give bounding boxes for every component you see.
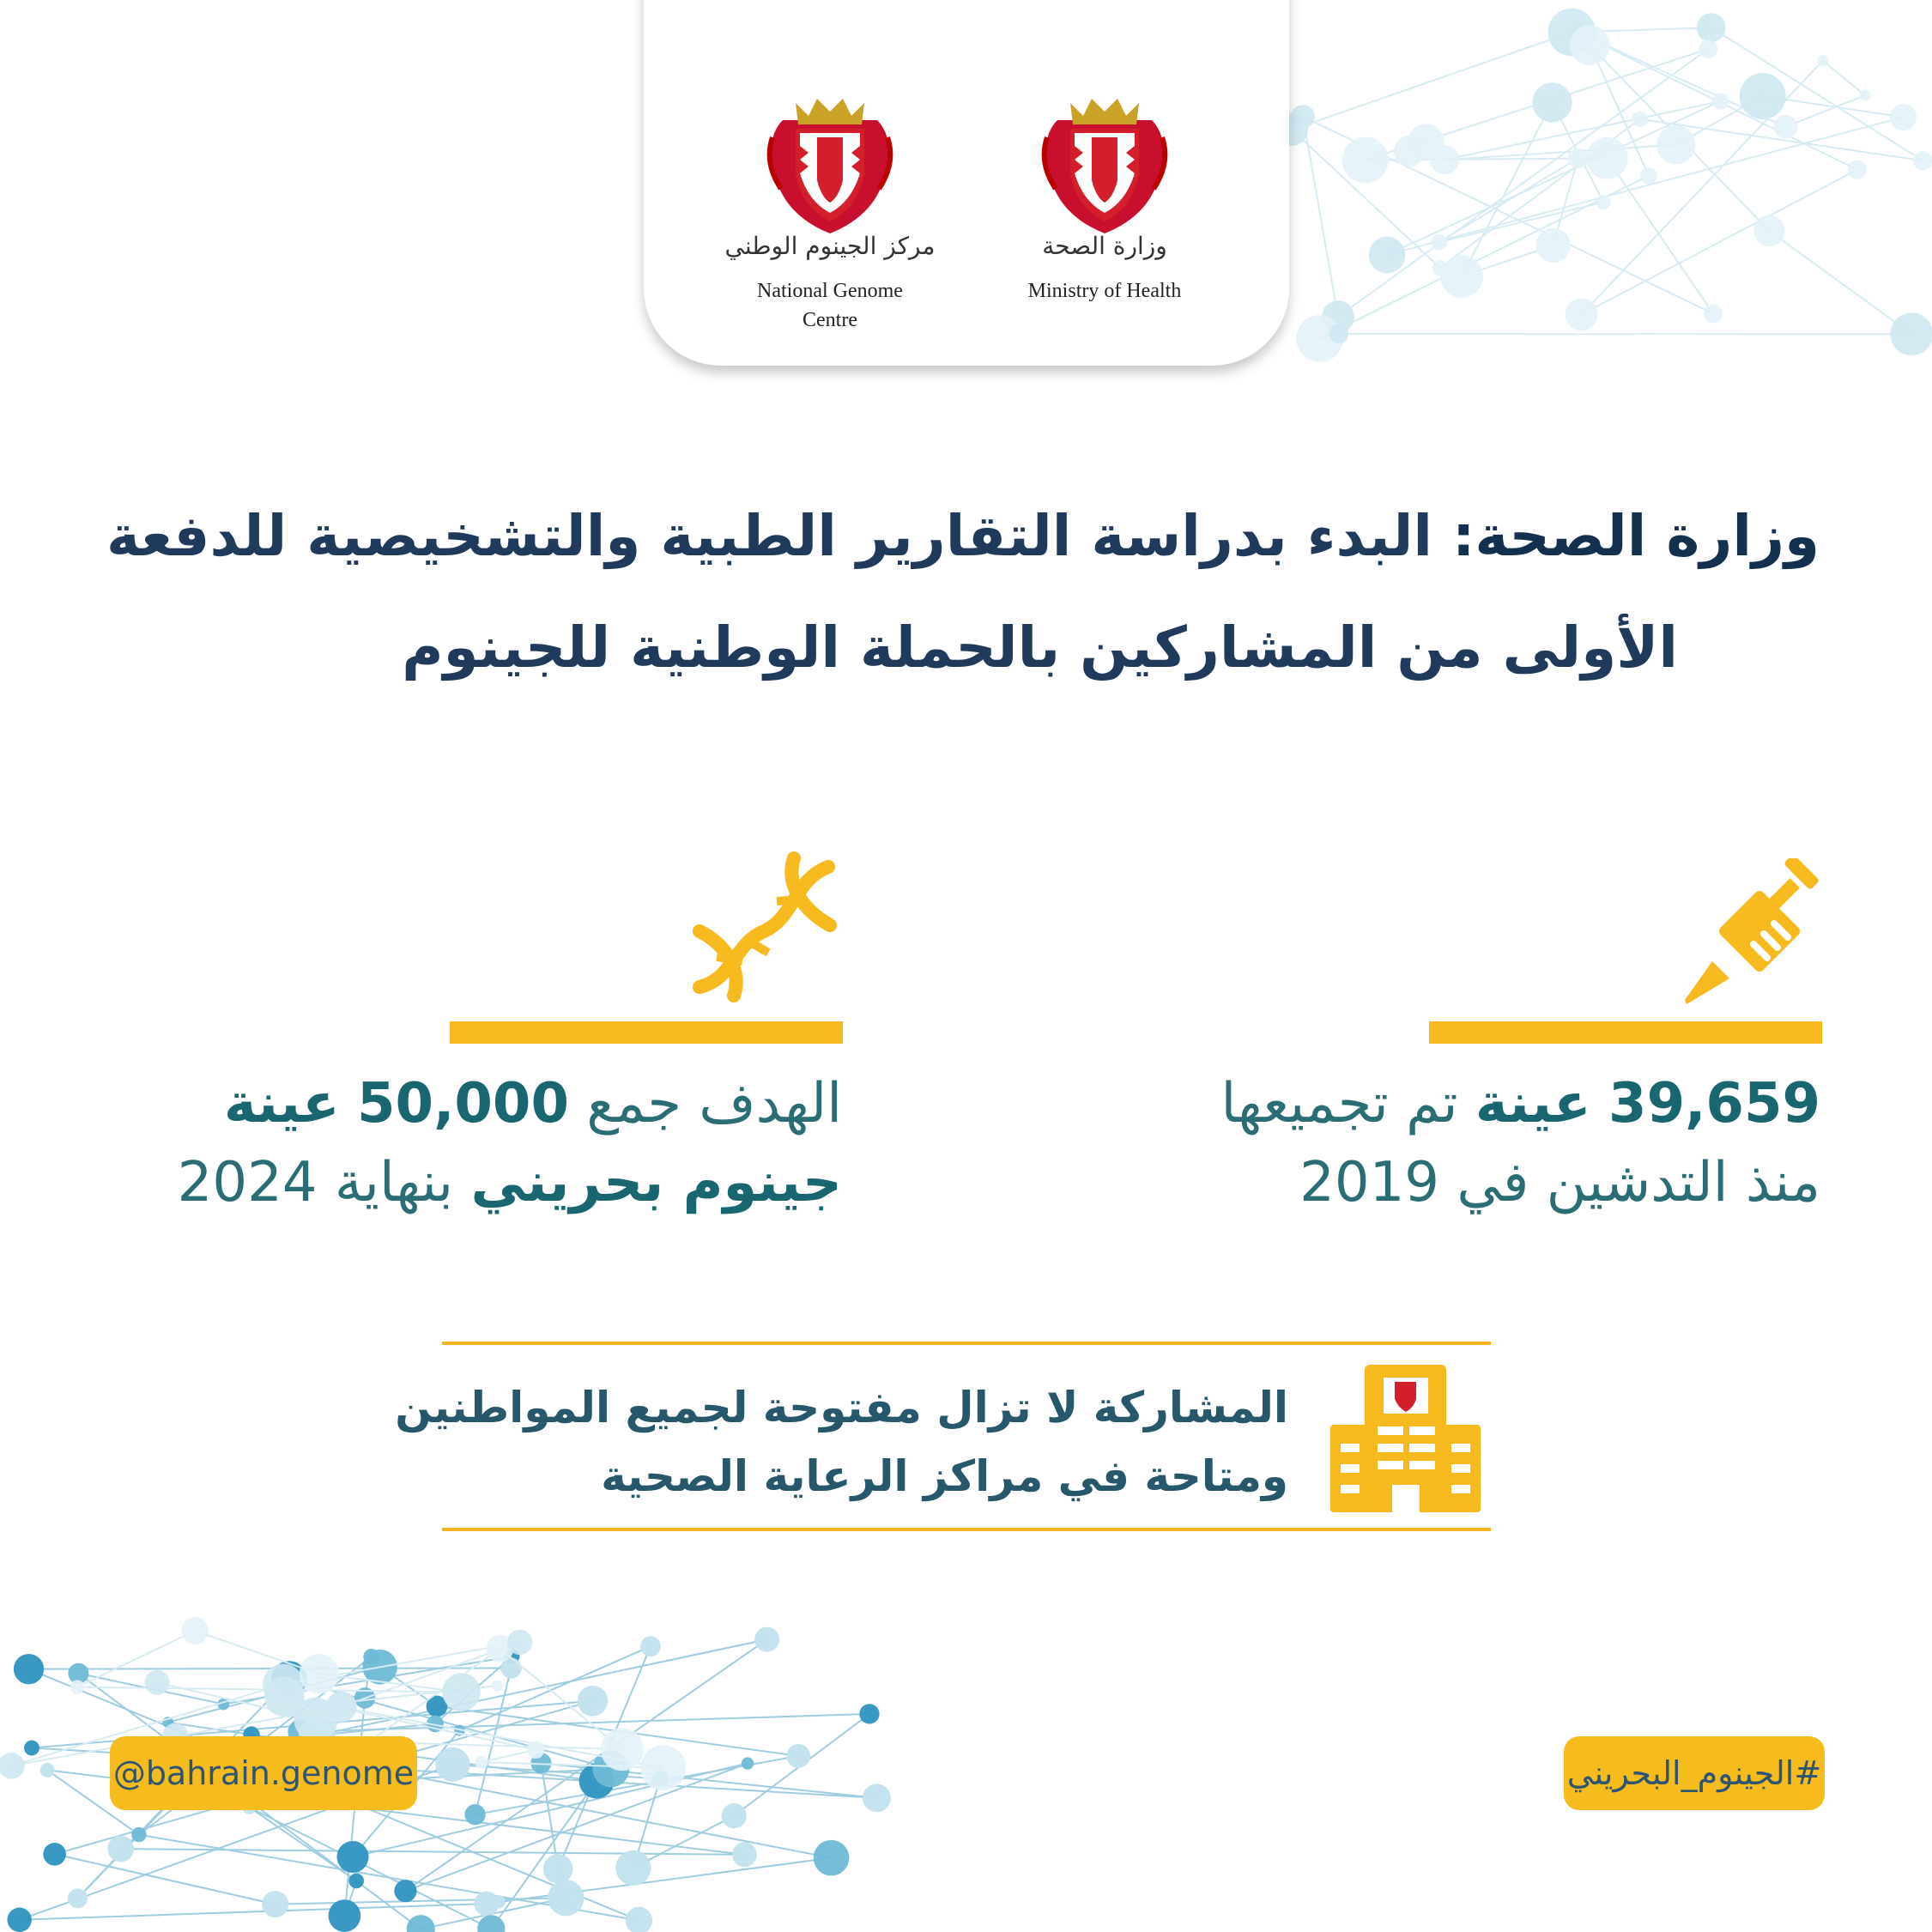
- molecule-atom: [477, 1915, 505, 1932]
- molecule-atom: [336, 1841, 368, 1873]
- participation-top-rule: [442, 1341, 1491, 1345]
- molecule-bond: [1823, 61, 1865, 95]
- genome-centre-name-ar: مركز الجينوم الوطني: [724, 232, 936, 260]
- molecule-atom: [1596, 195, 1611, 209]
- collected-verb: تم تجميعها: [1220, 1072, 1458, 1136]
- molecule-atom: [1817, 55, 1829, 67]
- molecule-atom: [578, 1686, 609, 1717]
- molecule-atom: [492, 1680, 503, 1691]
- molecule-atom: [40, 1763, 55, 1778]
- molecule-atom: [548, 1880, 584, 1916]
- participation-line-2: ومتاحة في مراكز الرعاية الصحية: [601, 1451, 1288, 1501]
- molecule-atom: [1890, 312, 1932, 355]
- molecule-atom: [68, 1888, 88, 1908]
- molecule-atom: [507, 1630, 532, 1655]
- molecule-bond: [459, 1646, 650, 1730]
- molecule-atom: [1586, 137, 1628, 179]
- instagram-handle[interactable]: @bahrain.genome: [110, 1736, 417, 1810]
- molecule-atom: [732, 1842, 757, 1867]
- target-stat-line-2: [178, 1143, 842, 1222]
- molecule-atom: [814, 1840, 850, 1876]
- molecule-bond: [1582, 61, 1823, 315]
- genome-centre-name-en: [718, 276, 942, 335]
- molecule-atom: [640, 1745, 686, 1790]
- collected-unit: عينة: [1475, 1072, 1591, 1136]
- molecule-atom: [24, 1741, 39, 1756]
- molecule-atom: [1408, 124, 1444, 160]
- hashtag[interactable]: #الجينوم_البحريني: [1564, 1736, 1825, 1810]
- participation-line-1: المشاركة لا تزال مفتوحة لجميع المواطنين: [395, 1383, 1288, 1432]
- target-count: 50,000: [357, 1072, 569, 1136]
- molecule-atom: [435, 1747, 469, 1782]
- hospital-building-icon: [1330, 1365, 1481, 1512]
- molecule-atom: [329, 1899, 361, 1932]
- target-stat-line-1: [178, 1064, 842, 1143]
- participation-bottom-rule: [442, 1528, 1491, 1531]
- molecule-atom: [543, 1854, 573, 1884]
- collected-count: 39,659: [1608, 1072, 1820, 1136]
- molecule-atom: [131, 1827, 146, 1842]
- molecule-atom: [363, 1649, 379, 1665]
- dna-icon: [682, 850, 845, 1004]
- molecule-atom: [181, 1617, 209, 1644]
- headline-line-1-rest: البدء بدراسة التقارير الطبية والتشخيصية للدفعة: [106, 503, 1432, 569]
- molecule-atom: [626, 1907, 652, 1932]
- ministry-name-ar: وزارة الصحة: [1042, 232, 1167, 260]
- molecule-atom: [394, 1880, 416, 1902]
- molecule-bond: [1292, 33, 1572, 130]
- molecule-atom: [264, 1676, 305, 1717]
- molecule-atom: [1699, 39, 1717, 58]
- molecule-atom: [1532, 82, 1572, 122]
- molecule-atom: [1913, 151, 1932, 170]
- molecule-atom: [1890, 104, 1917, 130]
- molecule-atom: [640, 1636, 661, 1656]
- molecule-atom: [1568, 148, 1589, 169]
- molecule-atom: [300, 1654, 339, 1693]
- molecule-atom: [262, 1891, 288, 1917]
- logo-card: [644, 0, 1289, 366]
- molecule-bond: [1303, 117, 1338, 317]
- molecule-bond: [487, 1858, 832, 1904]
- headline-prefix: وزارة الصحة:: [1451, 503, 1820, 569]
- molecule-atom: [1440, 255, 1483, 298]
- target-emph: جينوم بحريني: [470, 1151, 842, 1214]
- molecule-atom: [442, 1673, 481, 1711]
- molecule-atom: [1712, 93, 1729, 109]
- molecule-atom: [527, 1741, 545, 1759]
- molecule-atom: [1342, 137, 1389, 184]
- molecule-atom: [1704, 304, 1723, 323]
- molecule-atom: [1740, 73, 1786, 119]
- target-line-2-rest: بنهاية 2024: [177, 1151, 454, 1214]
- molecule-atom: [1329, 324, 1349, 344]
- molecule-atom: [0, 1753, 25, 1779]
- collected-stat: [1221, 1064, 1821, 1222]
- molecule-atom: [1431, 234, 1447, 251]
- molecule-bond: [121, 1849, 745, 1855]
- molecule-atom: [1753, 215, 1784, 246]
- genome-centre-name-en-line1: National Genome: [757, 280, 903, 302]
- molecule-atom: [722, 1803, 747, 1828]
- headline-line-2: الأولى من المشاركين بالحملة الوطنية للجينوم: [402, 615, 1678, 681]
- molecule-bond: [55, 1854, 276, 1904]
- molecule-atom: [348, 1874, 364, 1889]
- molecule-atom: [615, 1850, 651, 1886]
- molecule-atom: [43, 1843, 66, 1866]
- molecule-atom: [601, 1728, 644, 1771]
- collected-stat-line-2: منذ التدشين في 2019: [1299, 1151, 1820, 1214]
- target-unit: عينة: [223, 1072, 340, 1136]
- molecule-atom: [863, 1784, 891, 1812]
- molecule-atom: [1632, 111, 1648, 127]
- bahrain-emblem-icon: [766, 86, 894, 237]
- molecule-atom: [1570, 25, 1610, 65]
- molecule-atom: [754, 1627, 779, 1652]
- syringe-icon: [1678, 858, 1832, 1008]
- target-prefix: الهدف جمع: [586, 1072, 842, 1136]
- molecule-atom: [1774, 115, 1797, 138]
- molecule-atom: [1369, 237, 1406, 274]
- molecule-atom: [14, 1654, 44, 1684]
- molecule-atom: [786, 1744, 810, 1768]
- headline: [86, 481, 1820, 704]
- molecule-atom: [859, 1704, 879, 1723]
- genome-centre-name-en-line2: Centre: [802, 309, 857, 331]
- molecule-atom: [1697, 13, 1726, 42]
- molecule-atom: [1848, 160, 1867, 179]
- molecule-bond: [1769, 231, 1911, 334]
- participation-text: [395, 1373, 1288, 1511]
- molecule-bond: [77, 1631, 195, 1687]
- molecule-atom: [325, 1692, 356, 1723]
- molecule-atom: [464, 1804, 485, 1825]
- molecule-atom: [1566, 298, 1598, 330]
- molecule-bond: [405, 1764, 748, 1892]
- molecule-atom: [742, 1757, 754, 1769]
- molecule-atom: [70, 1680, 84, 1693]
- target-divider: [450, 1021, 843, 1044]
- molecule-atom: [7, 1908, 31, 1932]
- molecule-atom: [492, 1895, 505, 1908]
- collected-stat-line-1: [1221, 1064, 1821, 1143]
- molecule-atom: [475, 1755, 488, 1769]
- bahrain-emblem-icon: [1040, 86, 1169, 237]
- molecule-atom: [1656, 125, 1695, 164]
- molecule-atom: [1535, 228, 1570, 263]
- molecule-atom: [1860, 90, 1871, 101]
- molecule-atom: [407, 1915, 435, 1932]
- molecule-atom: [145, 1670, 170, 1695]
- collected-divider: [1429, 1021, 1822, 1044]
- molecule-atom: [107, 1836, 134, 1862]
- target-stat: [178, 1064, 842, 1222]
- molecule-atom: [1640, 167, 1657, 185]
- ministry-name-en: Ministry of Health: [1027, 280, 1182, 302]
- headline-line-1: [86, 481, 1820, 592]
